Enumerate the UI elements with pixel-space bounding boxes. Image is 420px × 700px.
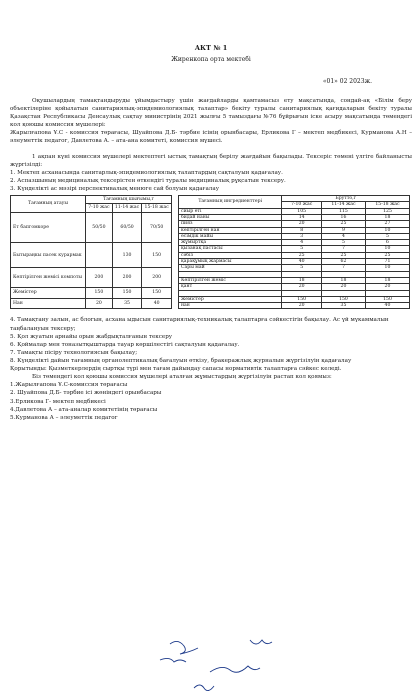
table-cell-value: 20 xyxy=(282,284,322,290)
table-cell-value: 7 xyxy=(321,246,365,252)
table-cell-value: 10 xyxy=(365,246,409,252)
check-item: 4. Тамақтану залын, ас блогын, асхана ыдысын санитариялық-техникалық талаптарға сәйкестігін бақылау. Ас үй мүкаммалын таңбалануын тексеру; xyxy=(10,317,389,332)
conclusion: Қорытынды: Қызметкерлердің сыртқы түрі мен тағам дайындау сапасы нормативтік талаптарға сәйкес келеді. xyxy=(10,366,342,373)
signature-2 xyxy=(250,640,272,644)
confirmation: Біз төмендегі кол қоюшы комиссия мүшелері аталған жұмыстардың жүргізілуін растап кол қоямыз: xyxy=(32,374,332,381)
table-cell-value: 10 xyxy=(365,265,409,271)
table-header: 15-18 жас xyxy=(142,204,172,212)
handwritten-signatures xyxy=(150,636,410,700)
table-cell-value: 150 xyxy=(282,296,322,302)
table-cell-label: қызанақ пастасы xyxy=(179,246,282,252)
table-cell-value: 150 xyxy=(142,243,172,268)
table-cell-label: Нан xyxy=(11,298,86,309)
table-cell-value: 20 xyxy=(282,221,322,227)
table-cell-value: 50/50 xyxy=(86,212,113,242)
table-header: 7-10 жас xyxy=(86,204,113,212)
table-cell-value: 8 xyxy=(282,227,322,233)
table-cell-label: Сары май xyxy=(179,265,282,271)
table-cell-value: 125 xyxy=(365,208,409,214)
table-cell-value: 25 xyxy=(321,221,365,227)
table-cell-value: 20 xyxy=(282,303,322,309)
table-cell-label: көптірілген нан xyxy=(179,227,282,233)
table-row xyxy=(11,298,172,309)
table-cell-value: 20 xyxy=(86,298,113,309)
table-cell-value: 5 xyxy=(282,265,322,271)
table-cell-value: 25 xyxy=(365,252,409,258)
signers-list xyxy=(10,381,412,422)
signer-line: 1.Жарылғапова Ұ.С-комиссия төрағасы xyxy=(10,382,128,389)
table-cell-value: 200 xyxy=(86,268,113,288)
table-cell-value: 25 xyxy=(321,252,365,258)
menu-tables xyxy=(10,195,412,309)
table-cell-label: өсімдік майы xyxy=(179,233,282,239)
table-cell-value: 18 xyxy=(365,214,409,220)
table-cell-value xyxy=(86,243,113,268)
document-date: «01» 02 2023ж. xyxy=(322,78,372,86)
commission-members: Жарылғапова Ұ.С - комиссия төрағасы, Шуайпова Д.Б- тәрбие ісінің орынбасары, Ерликова Г – мектеп медбикесі, Курманова А.Н – әлеуметтік педагог, Давлетова А. – ата-ана комитеті, комиссия мүшесі. xyxy=(10,130,412,145)
table-cell-value: 5 xyxy=(365,233,409,239)
signature-1 xyxy=(170,641,198,654)
table-header: Тағамның ингредиенттері xyxy=(179,196,282,209)
table-row xyxy=(11,212,172,242)
table-cell-value: 25 xyxy=(282,252,322,258)
table-cell-value: 20 xyxy=(321,284,365,290)
table-cell-value: 7 xyxy=(321,265,365,271)
table-cell-value: 5 xyxy=(321,240,365,246)
table-cell-value: 35 xyxy=(112,298,142,309)
table-header: 11-14 жас xyxy=(321,202,365,208)
table-header: 7-10 жас xyxy=(282,202,322,208)
table-cell-value: 10 xyxy=(365,227,409,233)
table-cell-value: 40 xyxy=(142,298,172,309)
check-list-1 xyxy=(10,169,412,193)
check-item: 5. Қол жуатын арнайы орын жабдықталғанын тексеру xyxy=(10,333,173,340)
table-cell-value: 4 xyxy=(321,233,365,239)
intro-paragraph: Оқушылардың тамақтандыруды ұйымдастыру үшін жағдайларды қамтамасыз ету мақсатында, сондай-ақ «Білім беру объектілеріне қойылатын санитариялық-эпидемиологиялық талаптар» бекіту туралы санитариялық қағидаларын бекіту туралы Қазақстан Республикасы Денсаулық сақтау министрінің 2021 жылғы 5 тамыздағы №76 бұйрығын іске асыру мақсатында төмендегі кол қоюшы комиссия мүшелері: xyxy=(10,97,412,129)
table-header: Тағамның атауы xyxy=(11,196,86,213)
table-cell-value: 62 xyxy=(321,259,365,265)
check-item: 7. Тамақты пісіру технологиясын бақылау; xyxy=(10,349,138,356)
table-cell-label: Ет бапгомкоре xyxy=(11,212,86,242)
table-cell-value: 9 xyxy=(321,227,365,233)
table-cell-value: 27 xyxy=(365,221,409,227)
table-cell-value: 150 xyxy=(112,288,142,299)
table-cell-value: 3 xyxy=(282,233,322,239)
table-cell-value: 150 xyxy=(86,288,113,299)
signer-line: 4.Давлетова А – ата-аналар комитетінің төрағасы xyxy=(10,406,158,413)
signature-5 xyxy=(194,685,214,691)
table-row xyxy=(11,243,172,268)
table-cell-label: жемістер xyxy=(179,296,282,302)
signer-line: 2. Шуайпова Д.Б- тәрбие ісі жөніндегі орынбасары xyxy=(10,390,162,397)
table-cell-value: 40 xyxy=(282,259,322,265)
table-cell-value: 115 xyxy=(321,208,365,214)
table-cell-value: 105 xyxy=(282,208,322,214)
signature-3 xyxy=(160,658,186,662)
table-header: 11-14 жас xyxy=(112,204,142,212)
table-row xyxy=(11,288,172,299)
table-header: Тағамның шығымы,г xyxy=(86,196,172,204)
table-cell-value: 18 xyxy=(282,277,322,283)
table-cell-label: сәбіз xyxy=(179,252,282,258)
check-item: 2. Аспазшының медициналық тексерістен өткендігі туралы медициналық рұқсатын тексеру. xyxy=(10,177,286,184)
table-cell-value: 130 xyxy=(112,243,142,268)
table-cell-label: Көптірілген жеміс xyxy=(179,277,282,283)
table-cell-value: 150 xyxy=(365,296,409,302)
ingredient-table xyxy=(178,195,410,309)
table-cell-value: 60/50 xyxy=(112,212,142,242)
table-cell-value: 150 xyxy=(142,288,172,299)
table-header: Брутто,г xyxy=(282,196,410,202)
table-cell-label: нан xyxy=(179,303,282,309)
inspection-intro: 1 ақпан күні комиссия мүшелері мектептегі ыстық тамақтың берілу жағдайын бақылады. Тексеріс төмені үлгіге байланысты жүргізілді: xyxy=(10,153,412,168)
check-list-2 xyxy=(10,316,412,365)
table-cell-value: 18 xyxy=(321,277,365,283)
table-cell-label: жұмыртқа xyxy=(179,240,282,246)
table-cell-value: 18 xyxy=(365,277,409,283)
table-cell-value: 71 xyxy=(365,259,409,265)
signature-4 xyxy=(210,666,260,672)
table-cell-value: 150 xyxy=(321,296,365,302)
check-item: 8. Күнделікті дайын тағамның органолептикалық бағалуын өткізу, бракеражлық журналын жүргізілуін қадағалау xyxy=(10,357,352,364)
table-header: 15-18 жас xyxy=(365,202,409,208)
check-item: 6. Қоймалар мен тоназытқыштарда тауар көршілестігі сақталуын қадағалау. xyxy=(10,341,240,348)
table-cell-label: сиыр еті xyxy=(179,208,282,214)
table-cell-value: 4 xyxy=(282,240,322,246)
table-cell-value: 70/50 xyxy=(142,212,172,242)
check-item: 1. Мектеп асханасында санитарлық-эпидемиологиялық талаптардың сақталуын қадағалау. xyxy=(10,169,283,176)
table-cell-value: 200 xyxy=(142,268,172,288)
signer-line: 3.Ерликова Г- мектеп медбикесі xyxy=(10,398,106,405)
table-cell-value: 200 xyxy=(112,268,142,288)
table-cell-value: 40 xyxy=(365,303,409,309)
table-row xyxy=(11,268,172,288)
table-cell-value: 14 xyxy=(282,214,322,220)
table-cell-value: 6 xyxy=(365,240,409,246)
school-name: Жиренкопа орта мектебі xyxy=(171,55,251,63)
document-title: АКТ № 1 xyxy=(194,44,228,52)
table-cell-value: 5 xyxy=(282,246,322,252)
table-cell-label: қарақұмық жармасы xyxy=(179,259,282,265)
dish-yield-table xyxy=(10,195,172,309)
table-cell-value: 20 xyxy=(365,284,409,290)
table-cell-label: бидай наны xyxy=(179,214,282,220)
table-cell-label: Жемістер xyxy=(11,288,86,299)
table-row xyxy=(179,303,410,309)
table-cell-value: 16 xyxy=(321,214,365,220)
check-item: 3. Күнделікті ас мәзірі перспективалық менюге сай болуын қадағалау xyxy=(10,186,219,193)
table-cell-value: 35 xyxy=(321,303,365,309)
table-cell-label: Көптірілген жемісі компоты xyxy=(11,268,86,288)
table-cell-label: қант xyxy=(179,284,282,290)
signer-line: 5.Курманова А – әлеуметтік педагог xyxy=(10,414,118,421)
table-cell-label: Бытыраңкы пасек курармак xyxy=(11,243,86,268)
table-cell-label: пияз xyxy=(179,221,282,227)
